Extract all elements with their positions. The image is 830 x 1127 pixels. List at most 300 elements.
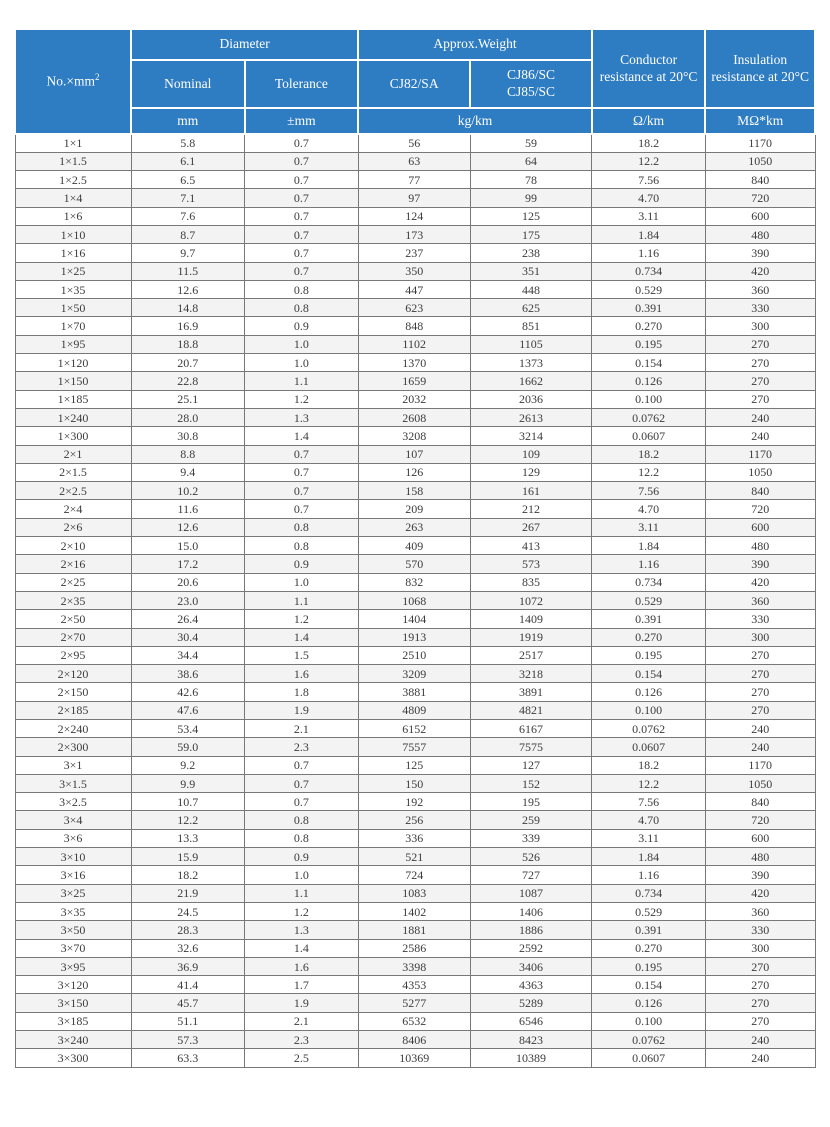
unit-weight-kgkm: kg/km	[358, 108, 592, 134]
cell-size: 3×6	[15, 829, 131, 847]
cell-insulation-resistance: 1170	[705, 134, 815, 152]
cell-size: 3×35	[15, 902, 131, 920]
cell-nominal-diameter: 9.4	[131, 463, 245, 481]
table-row	[15, 500, 815, 518]
cell-weight-cj86-cj85-sc: 1886	[470, 921, 592, 939]
cell-conductor-resistance: 0.391	[592, 921, 706, 939]
table-row	[15, 408, 815, 426]
cell-nominal-diameter: 23.0	[131, 591, 245, 609]
cell-conductor-resistance: 3.11	[592, 518, 706, 536]
cell-insulation-resistance: 270	[705, 701, 815, 719]
cell-size: 2×25	[15, 573, 131, 591]
cell-insulation-resistance: 420	[705, 262, 815, 280]
cell-weight-cj86-cj85-sc: 78	[470, 171, 592, 189]
cell-insulation-resistance: 270	[705, 335, 815, 353]
cell-conductor-resistance: 0.529	[592, 902, 706, 920]
table-row	[15, 811, 815, 829]
table-row	[15, 902, 815, 920]
cell-nominal-diameter: 6.5	[131, 171, 245, 189]
cell-weight-cj82-sa: 107	[358, 445, 470, 463]
cell-weight-cj82-sa: 263	[358, 518, 470, 536]
cell-weight-cj82-sa: 336	[358, 829, 470, 847]
cell-tolerance: 1.4	[245, 939, 359, 957]
cell-weight-cj82-sa: 570	[358, 555, 470, 573]
cell-insulation-resistance: 600	[705, 518, 815, 536]
cell-tolerance: 0.8	[245, 299, 359, 317]
cell-nominal-diameter: 8.7	[131, 225, 245, 243]
cell-insulation-resistance: 480	[705, 848, 815, 866]
cell-tolerance: 0.7	[245, 225, 359, 243]
cell-weight-cj82-sa: 1404	[358, 610, 470, 628]
cell-conductor-resistance: 1.16	[592, 555, 706, 573]
table-row	[15, 427, 815, 445]
cell-weight-cj82-sa: 848	[358, 317, 470, 335]
cell-weight-cj86-cj85-sc: 5289	[470, 994, 592, 1012]
cell-weight-cj86-cj85-sc: 1409	[470, 610, 592, 628]
cell-weight-cj86-cj85-sc: 1087	[470, 884, 592, 902]
table-row	[15, 555, 815, 573]
cell-conductor-resistance: 0.100	[592, 701, 706, 719]
cell-conductor-resistance: 0.126	[592, 994, 706, 1012]
cell-weight-cj82-sa: 1881	[358, 921, 470, 939]
table-row	[15, 848, 815, 866]
cell-conductor-resistance: 0.529	[592, 280, 706, 298]
cell-size: 2×6	[15, 518, 131, 536]
cell-insulation-resistance: 270	[705, 976, 815, 994]
cell-weight-cj86-cj85-sc: 99	[470, 189, 592, 207]
cell-weight-cj82-sa: 3208	[358, 427, 470, 445]
cell-size: 2×185	[15, 701, 131, 719]
table-row	[15, 207, 815, 225]
table-row	[15, 829, 815, 847]
cell-size: 2×95	[15, 646, 131, 664]
cell-insulation-resistance: 360	[705, 591, 815, 609]
cell-size: 1×70	[15, 317, 131, 335]
cell-tolerance: 1.1	[245, 372, 359, 390]
cell-weight-cj86-cj85-sc: 7575	[470, 738, 592, 756]
table-row	[15, 280, 815, 298]
cell-size: 3×185	[15, 1012, 131, 1030]
unit-conductor-ohm-km: Ω/km	[592, 108, 706, 134]
cell-insulation-resistance: 300	[705, 628, 815, 646]
cell-insulation-resistance: 1170	[705, 445, 815, 463]
cell-nominal-diameter: 17.2	[131, 555, 245, 573]
cell-insulation-resistance: 1170	[705, 756, 815, 774]
cell-conductor-resistance: 0.0607	[592, 1049, 706, 1067]
cell-size: 3×150	[15, 994, 131, 1012]
cell-weight-cj82-sa: 2032	[358, 390, 470, 408]
cell-size: 1×25	[15, 262, 131, 280]
cell-nominal-diameter: 13.3	[131, 829, 245, 847]
cell-weight-cj82-sa: 2586	[358, 939, 470, 957]
cell-weight-cj86-cj85-sc: 127	[470, 756, 592, 774]
cell-nominal-diameter: 9.7	[131, 244, 245, 262]
cell-size: 2×1.5	[15, 463, 131, 481]
cell-size: 1×300	[15, 427, 131, 445]
cell-weight-cj86-cj85-sc: 3218	[470, 665, 592, 683]
cell-insulation-resistance: 720	[705, 500, 815, 518]
cell-conductor-resistance: 0.391	[592, 299, 706, 317]
cell-nominal-diameter: 16.9	[131, 317, 245, 335]
cell-conductor-resistance: 0.270	[592, 628, 706, 646]
table-row	[15, 171, 815, 189]
cell-nominal-diameter: 6.1	[131, 152, 245, 170]
cell-nominal-diameter: 45.7	[131, 994, 245, 1012]
cell-weight-cj86-cj85-sc: 10389	[470, 1049, 592, 1067]
cell-nominal-diameter: 15.0	[131, 537, 245, 555]
cell-conductor-resistance: 0.195	[592, 335, 706, 353]
cell-nominal-diameter: 10.7	[131, 793, 245, 811]
cell-conductor-resistance: 1.16	[592, 866, 706, 884]
cell-nominal-diameter: 14.8	[131, 299, 245, 317]
table-header	[15, 29, 815, 134]
table-row	[15, 646, 815, 664]
cell-weight-cj86-cj85-sc: 448	[470, 280, 592, 298]
cell-insulation-resistance: 840	[705, 482, 815, 500]
cell-weight-cj82-sa: 2510	[358, 646, 470, 664]
cell-tolerance: 0.7	[245, 500, 359, 518]
cell-insulation-resistance: 1050	[705, 774, 815, 792]
cell-conductor-resistance: 0.126	[592, 372, 706, 390]
cell-conductor-resistance: 12.2	[592, 152, 706, 170]
table-row	[15, 335, 815, 353]
cell-conductor-resistance: 0.0762	[592, 408, 706, 426]
cell-nominal-diameter: 18.8	[131, 335, 245, 353]
cell-tolerance: 0.7	[245, 189, 359, 207]
cell-weight-cj86-cj85-sc: 267	[470, 518, 592, 536]
cell-weight-cj86-cj85-sc: 2613	[470, 408, 592, 426]
cell-conductor-resistance: 1.84	[592, 537, 706, 555]
table-row	[15, 299, 815, 317]
cell-size: 1×10	[15, 225, 131, 243]
header-weight-cj82: CJ82/SA	[358, 60, 470, 108]
cell-insulation-resistance: 840	[705, 171, 815, 189]
cell-weight-cj82-sa: 8406	[358, 1031, 470, 1049]
cell-conductor-resistance: 0.195	[592, 957, 706, 975]
cell-size: 1×150	[15, 372, 131, 390]
cell-conductor-resistance: 0.100	[592, 1012, 706, 1030]
table-row	[15, 537, 815, 555]
cell-size: 1×6	[15, 207, 131, 225]
cell-conductor-resistance: 0.0762	[592, 720, 706, 738]
cell-tolerance: 1.5	[245, 646, 359, 664]
cell-weight-cj86-cj85-sc: 2517	[470, 646, 592, 664]
header-size-label: No.×mm	[46, 73, 95, 89]
table-row	[15, 957, 815, 975]
cell-nominal-diameter: 30.8	[131, 427, 245, 445]
cell-nominal-diameter: 12.6	[131, 518, 245, 536]
cell-size: 2×120	[15, 665, 131, 683]
table-row	[15, 701, 815, 719]
cell-insulation-resistance: 330	[705, 921, 815, 939]
cell-weight-cj82-sa: 1068	[358, 591, 470, 609]
cell-weight-cj82-sa: 7557	[358, 738, 470, 756]
table-row	[15, 573, 815, 591]
cell-insulation-resistance: 390	[705, 866, 815, 884]
unit-nominal-mm: mm	[131, 108, 245, 134]
cell-weight-cj86-cj85-sc: 238	[470, 244, 592, 262]
cell-conductor-resistance: 0.154	[592, 665, 706, 683]
cell-size: 2×70	[15, 628, 131, 646]
table-row	[15, 372, 815, 390]
cell-tolerance: 1.3	[245, 921, 359, 939]
cell-weight-cj86-cj85-sc: 3214	[470, 427, 592, 445]
cell-nominal-diameter: 30.4	[131, 628, 245, 646]
cell-insulation-resistance: 240	[705, 1049, 815, 1067]
cell-nominal-diameter: 47.6	[131, 701, 245, 719]
table-row	[15, 262, 815, 280]
cell-weight-cj86-cj85-sc: 3891	[470, 683, 592, 701]
cell-tolerance: 1.0	[245, 354, 359, 372]
cell-size: 3×50	[15, 921, 131, 939]
cell-size: 1×4	[15, 189, 131, 207]
cell-conductor-resistance: 4.70	[592, 811, 706, 829]
cell-tolerance: 1.3	[245, 408, 359, 426]
unit-insulation-mohm-km: MΩ*km	[705, 108, 815, 134]
cell-insulation-resistance: 270	[705, 665, 815, 683]
cell-nominal-diameter: 15.9	[131, 848, 245, 866]
cell-weight-cj86-cj85-sc: 2592	[470, 939, 592, 957]
table-row	[15, 482, 815, 500]
cell-nominal-diameter: 36.9	[131, 957, 245, 975]
cell-tolerance: 1.7	[245, 976, 359, 994]
cell-tolerance: 0.7	[245, 774, 359, 792]
cell-weight-cj82-sa: 158	[358, 482, 470, 500]
cell-weight-cj86-cj85-sc: 152	[470, 774, 592, 792]
cell-nominal-diameter: 53.4	[131, 720, 245, 738]
cell-nominal-diameter: 7.6	[131, 207, 245, 225]
cell-conductor-resistance: 0.154	[592, 976, 706, 994]
cell-tolerance: 0.8	[245, 537, 359, 555]
table-row	[15, 134, 815, 152]
cell-tolerance: 0.9	[245, 317, 359, 335]
cell-weight-cj86-cj85-sc: 195	[470, 793, 592, 811]
spec-table	[14, 28, 816, 1068]
cell-nominal-diameter: 34.4	[131, 646, 245, 664]
table-row	[15, 738, 815, 756]
cell-insulation-resistance: 240	[705, 1031, 815, 1049]
cell-weight-cj82-sa: 124	[358, 207, 470, 225]
cell-tolerance: 0.7	[245, 171, 359, 189]
cell-insulation-resistance: 480	[705, 537, 815, 555]
cell-nominal-diameter: 20.6	[131, 573, 245, 591]
header-nominal: Nominal	[131, 60, 245, 108]
cell-conductor-resistance: 0.100	[592, 390, 706, 408]
cell-size: 3×70	[15, 939, 131, 957]
cell-insulation-resistance: 240	[705, 738, 815, 756]
cell-weight-cj86-cj85-sc: 1406	[470, 902, 592, 920]
cell-size: 2×4	[15, 500, 131, 518]
cell-conductor-resistance: 0.126	[592, 683, 706, 701]
cell-conductor-resistance: 0.529	[592, 591, 706, 609]
cell-conductor-resistance: 0.0607	[592, 738, 706, 756]
cell-size: 1×120	[15, 354, 131, 372]
cell-size: 3×16	[15, 866, 131, 884]
cell-weight-cj86-cj85-sc: 125	[470, 207, 592, 225]
table-row	[15, 610, 815, 628]
cell-nominal-diameter: 20.7	[131, 354, 245, 372]
table-row	[15, 720, 815, 738]
cell-size: 3×25	[15, 884, 131, 902]
cell-nominal-diameter: 18.2	[131, 866, 245, 884]
cell-size: 1×1	[15, 134, 131, 152]
cell-size: 1×95	[15, 335, 131, 353]
cell-tolerance: 1.9	[245, 994, 359, 1012]
cell-nominal-diameter: 11.6	[131, 500, 245, 518]
cell-weight-cj82-sa: 4809	[358, 701, 470, 719]
cell-tolerance: 0.7	[245, 445, 359, 463]
header-tolerance: Tolerance	[245, 60, 359, 108]
cell-insulation-resistance: 360	[705, 280, 815, 298]
cell-size: 1×185	[15, 390, 131, 408]
cell-tolerance: 1.6	[245, 957, 359, 975]
cell-conductor-resistance: 0.734	[592, 884, 706, 902]
cell-conductor-resistance: 7.56	[592, 793, 706, 811]
cell-tolerance: 1.0	[245, 866, 359, 884]
cell-weight-cj82-sa: 2608	[358, 408, 470, 426]
cell-tolerance: 1.4	[245, 628, 359, 646]
cell-nominal-diameter: 12.6	[131, 280, 245, 298]
cell-weight-cj82-sa: 521	[358, 848, 470, 866]
cell-weight-cj86-cj85-sc: 161	[470, 482, 592, 500]
cell-weight-cj82-sa: 209	[358, 500, 470, 518]
header-weight-cj86-line1: CJ86/SC	[506, 67, 555, 83]
cell-weight-cj82-sa: 3881	[358, 683, 470, 701]
cell-conductor-resistance: 1.84	[592, 848, 706, 866]
cell-insulation-resistance: 270	[705, 1012, 815, 1030]
table-row	[15, 774, 815, 792]
table-row	[15, 591, 815, 609]
cell-weight-cj86-cj85-sc: 4363	[470, 976, 592, 994]
cell-tolerance: 2.5	[245, 1049, 359, 1067]
cell-size: 1×2.5	[15, 171, 131, 189]
cell-conductor-resistance: 0.734	[592, 573, 706, 591]
cell-nominal-diameter: 59.0	[131, 738, 245, 756]
header-conductor-resistance: Conductor resistance at 20°C	[592, 29, 706, 108]
cell-weight-cj86-cj85-sc: 8423	[470, 1031, 592, 1049]
cell-weight-cj82-sa: 1370	[358, 354, 470, 372]
cell-weight-cj82-sa: 447	[358, 280, 470, 298]
cell-size: 2×1	[15, 445, 131, 463]
cell-weight-cj86-cj85-sc: 259	[470, 811, 592, 829]
cell-conductor-resistance: 4.70	[592, 500, 706, 518]
cell-tolerance: 1.2	[245, 902, 359, 920]
cell-weight-cj82-sa: 6532	[358, 1012, 470, 1030]
header-weight-cj85-line2: CJ85/SC	[506, 84, 555, 99]
cell-tolerance: 1.1	[245, 884, 359, 902]
header-insulation-resistance: Insulation resistance at 20°C	[705, 29, 815, 108]
cell-nominal-diameter: 42.6	[131, 683, 245, 701]
cell-size: 3×1	[15, 756, 131, 774]
cell-insulation-resistance: 270	[705, 390, 815, 408]
cell-weight-cj82-sa: 10369	[358, 1049, 470, 1067]
cell-nominal-diameter: 51.1	[131, 1012, 245, 1030]
cell-tolerance: 1.2	[245, 610, 359, 628]
cell-size: 2×300	[15, 738, 131, 756]
cell-weight-cj86-cj85-sc: 4821	[470, 701, 592, 719]
cell-insulation-resistance: 270	[705, 372, 815, 390]
cell-nominal-diameter: 22.8	[131, 372, 245, 390]
cell-weight-cj86-cj85-sc: 129	[470, 463, 592, 481]
cell-size: 2×50	[15, 610, 131, 628]
cell-size: 1×240	[15, 408, 131, 426]
cell-size: 3×120	[15, 976, 131, 994]
table-row	[15, 390, 815, 408]
cell-weight-cj86-cj85-sc: 573	[470, 555, 592, 573]
cell-tolerance: 0.8	[245, 811, 359, 829]
cell-nominal-diameter: 8.8	[131, 445, 245, 463]
cell-size: 3×300	[15, 1049, 131, 1067]
cell-weight-cj86-cj85-sc: 1373	[470, 354, 592, 372]
cell-conductor-resistance: 3.11	[592, 207, 706, 225]
cell-conductor-resistance: 18.2	[592, 756, 706, 774]
cell-insulation-resistance: 600	[705, 829, 815, 847]
table-row	[15, 225, 815, 243]
cell-weight-cj82-sa: 409	[358, 537, 470, 555]
cell-weight-cj82-sa: 173	[358, 225, 470, 243]
cell-nominal-diameter: 41.4	[131, 976, 245, 994]
table-row	[15, 244, 815, 262]
header-diameter-group: Diameter	[131, 29, 358, 60]
cell-conductor-resistance: 0.195	[592, 646, 706, 664]
cell-size: 2×240	[15, 720, 131, 738]
cell-weight-cj82-sa: 63	[358, 152, 470, 170]
cell-insulation-resistance: 720	[705, 811, 815, 829]
cell-weight-cj86-cj85-sc: 175	[470, 225, 592, 243]
cell-conductor-resistance: 12.2	[592, 774, 706, 792]
cell-tolerance: 1.2	[245, 390, 359, 408]
cell-size: 3×95	[15, 957, 131, 975]
cell-tolerance: 1.1	[245, 591, 359, 609]
cell-conductor-resistance: 3.11	[592, 829, 706, 847]
cell-weight-cj86-cj85-sc: 851	[470, 317, 592, 335]
cell-insulation-resistance: 390	[705, 555, 815, 573]
cell-tolerance: 0.9	[245, 555, 359, 573]
cell-insulation-resistance: 480	[705, 225, 815, 243]
cell-nominal-diameter: 28.0	[131, 408, 245, 426]
table-row	[15, 463, 815, 481]
cell-weight-cj82-sa: 97	[358, 189, 470, 207]
cell-weight-cj82-sa: 77	[358, 171, 470, 189]
cell-nominal-diameter: 21.9	[131, 884, 245, 902]
table-row	[15, 665, 815, 683]
cell-tolerance: 0.8	[245, 518, 359, 536]
cell-weight-cj82-sa: 4353	[358, 976, 470, 994]
cell-insulation-resistance: 1050	[705, 463, 815, 481]
table-row	[15, 756, 815, 774]
cell-weight-cj86-cj85-sc: 1662	[470, 372, 592, 390]
cell-size: 1×1.5	[15, 152, 131, 170]
header-weight-cj86-cj85	[470, 60, 592, 108]
cell-nominal-diameter: 11.5	[131, 262, 245, 280]
cell-conductor-resistance: 7.56	[592, 171, 706, 189]
cell-nominal-diameter: 38.6	[131, 665, 245, 683]
cell-nominal-diameter: 7.1	[131, 189, 245, 207]
cell-nominal-diameter: 12.2	[131, 811, 245, 829]
cell-weight-cj82-sa: 3398	[358, 957, 470, 975]
table-row	[15, 683, 815, 701]
table-row	[15, 354, 815, 372]
cell-size: 3×4	[15, 811, 131, 829]
cell-weight-cj86-cj85-sc: 727	[470, 866, 592, 884]
cell-weight-cj86-cj85-sc: 526	[470, 848, 592, 866]
cell-conductor-resistance: 0.0607	[592, 427, 706, 445]
cell-size: 1×50	[15, 299, 131, 317]
cell-insulation-resistance: 240	[705, 720, 815, 738]
cell-nominal-diameter: 28.3	[131, 921, 245, 939]
cell-weight-cj86-cj85-sc: 351	[470, 262, 592, 280]
cell-weight-cj82-sa: 126	[358, 463, 470, 481]
